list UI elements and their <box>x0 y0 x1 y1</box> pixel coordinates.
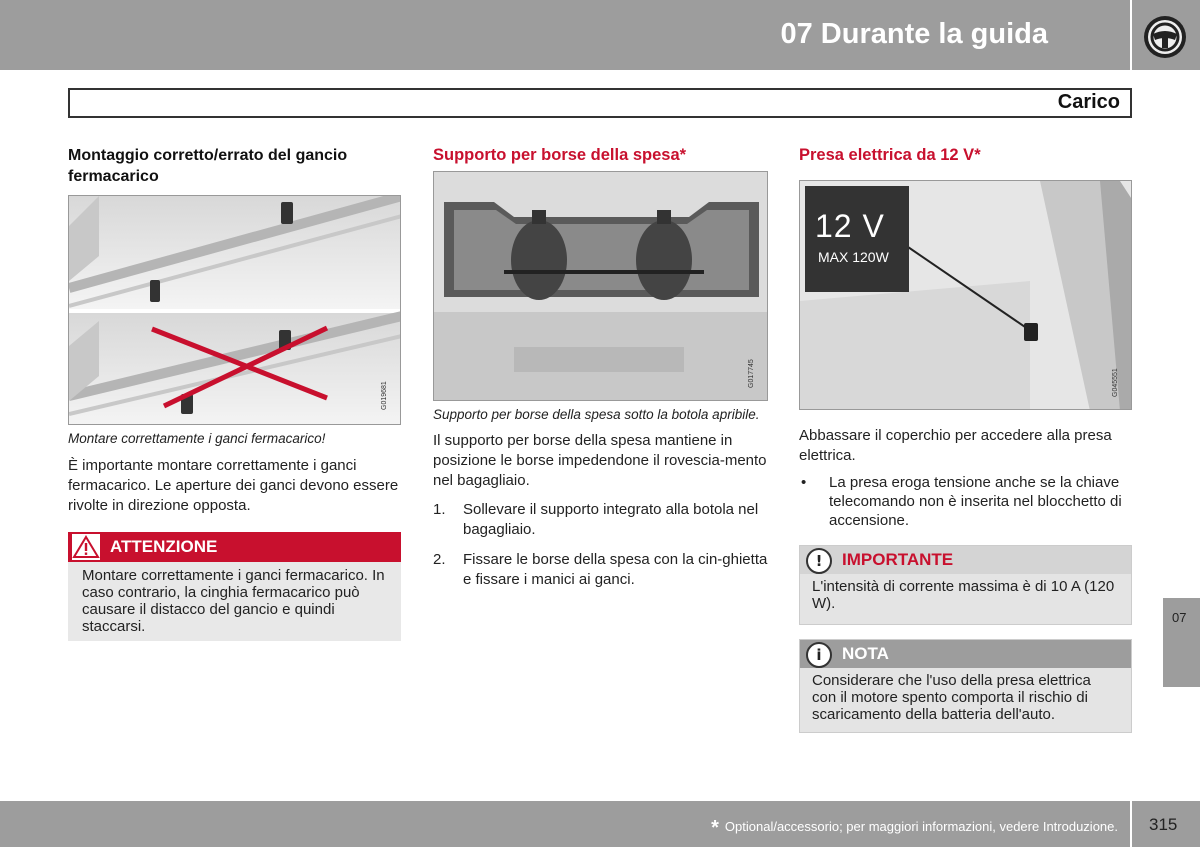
step-text: Sollevare il supporto integrato alla botola nel bagagliaio. <box>463 501 759 538</box>
warning-header <box>68 532 401 562</box>
important-title: IMPORTANTE <box>842 550 954 569</box>
page-number-box <box>1132 801 1200 847</box>
chapter-title: 07 Durante la guida <box>780 18 1048 50</box>
steering-wheel-icon <box>1142 14 1188 60</box>
step-number: 1. <box>433 501 446 518</box>
shopping-bag-steps <box>433 500 768 590</box>
figure-code: G045551 <box>1112 368 1119 397</box>
important-box <box>799 545 1132 625</box>
info-icon: i <box>806 642 832 668</box>
incorrect-cross-icon <box>69 196 401 425</box>
shopping-bag-figure <box>433 171 768 401</box>
column-power-socket <box>799 145 1132 733</box>
section-title: Carico <box>1057 91 1120 113</box>
step-text: Fissare le borse della spesa con la cin-ghietta e fissare i manici ai ganci. <box>463 551 768 588</box>
note-box <box>799 639 1132 733</box>
bullet-text: La presa eroga tensione anche se la chiave telecomando non è inserita nel blocchetto di accensione. <box>829 474 1122 529</box>
power-socket-bullets <box>799 473 1132 530</box>
shopping-bag-illustration <box>434 172 768 401</box>
hook-mounting-text: È importante montare correttamente i ganci fermacarico. Le aperture dei ganci devono essere rivolte in direzione opposta. <box>68 457 399 514</box>
note-title: NOTA <box>842 644 889 663</box>
chapter-side-tab <box>1163 598 1200 687</box>
step-item <box>433 500 768 540</box>
hook-mounting-caption: Montare correttamente i ganci fermacarico! <box>68 431 326 446</box>
column-shopping-bag-holder <box>433 145 768 600</box>
figure-code: G017745 <box>748 359 755 388</box>
figure-code: G019681 <box>381 381 388 410</box>
warning-triangle-icon <box>72 534 100 560</box>
power-socket-heading: Presa elettrica da 12 V* <box>799 146 981 164</box>
footer-bar <box>0 801 1130 847</box>
chapter-header-bar <box>0 0 1130 70</box>
power-socket-text: Abbassare il coperchio per accedere alla presa elettrica. <box>799 427 1112 464</box>
hook-mounting-figure <box>68 195 401 425</box>
step-item <box>433 550 768 590</box>
shopping-bag-caption: Supporto per borse della spesa sotto la botola apribile. <box>433 407 760 422</box>
column-hook-mounting <box>68 145 401 641</box>
note-text: Considerare che l'uso della presa elettrica con il motore spento comporta il rischio di scaricamento della batteria dell'auto. <box>812 672 1091 723</box>
important-text: L'intensità di corrente massima è di 10 A (120 W). <box>812 578 1115 612</box>
shopping-bag-heading: Supporto per borse della spesa* <box>433 146 687 164</box>
side-tab-label: 07 <box>1172 610 1187 625</box>
hook-mounting-heading: Montaggio corretto/errato del gancio fermacarico <box>68 147 348 185</box>
socket-power-label: MAX 120W <box>818 249 889 265</box>
important-header <box>800 546 1131 574</box>
shopping-bag-text: Il supporto per borse della spesa mantiene in posizione le borse impedendone il rovescia-mento nel bagagliaio. <box>433 432 767 489</box>
step-number: 2. <box>433 551 446 568</box>
footer-note <box>711 817 1118 840</box>
socket-label-panel <box>805 186 909 292</box>
warning-text: Montare correttamente i ganci fermacarico. In caso contrario, la cinghia fermacarico può causare il distacco del gancio e quindi staccarsi. <box>82 567 385 635</box>
footnote-text: Optional/accessorio; per maggiori informazioni, vedere Introduzione. <box>724 819 1118 834</box>
warning-box <box>68 532 401 641</box>
power-socket-figure <box>799 180 1132 410</box>
footnote-star: * <box>711 817 719 839</box>
page-number: 315 <box>1149 815 1178 834</box>
socket-voltage-label: 12 V <box>815 208 885 244</box>
warning-title: ATTENZIONE <box>110 537 218 556</box>
bullet-dot: • <box>801 474 807 491</box>
note-header <box>800 640 1131 668</box>
exclamation-icon: ! <box>806 548 832 574</box>
section-header <box>68 88 1132 118</box>
bullet-item <box>799 473 1132 530</box>
